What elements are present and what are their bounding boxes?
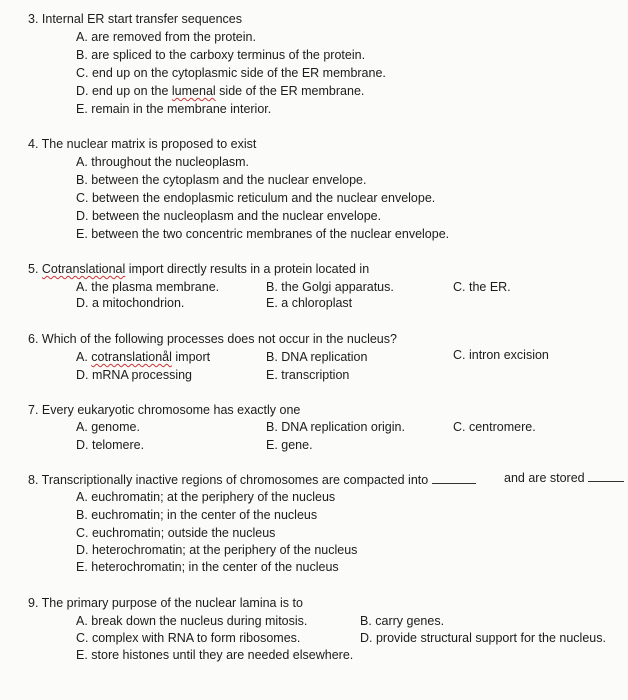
q5-option-c: C. the ER. <box>453 280 511 294</box>
q6-option-a-word: cotranslationål <box>91 350 172 364</box>
q7-stem: 7. Every eukaryotic chromosome has exactly one <box>28 403 301 417</box>
q8-stem-text: 8. Transcriptionally inactive regions of chromosomes are compacted into <box>28 473 429 487</box>
q9-stem: 9. The primary purpose of the nuclear lamina is to <box>28 596 303 610</box>
q7-option-e: E. gene. <box>266 438 313 452</box>
q3-option-d-post: side of the ER membrane. <box>215 84 365 98</box>
q3-option-d <box>76 84 364 98</box>
q4-option-e: E. between the two concentric membranes of the nuclear envelope. <box>76 227 450 241</box>
q5-stem-word: Cotranslational <box>41 262 126 276</box>
q7-option-a: A. genome. <box>76 420 140 434</box>
q6-option-b: B. DNA replication <box>266 350 368 364</box>
q8-option-a: A. euchromatin; at the periphery of the nucleus <box>76 490 336 504</box>
q3-option-b: B. are spliced to the carboxy terminus of the protein. <box>76 48 366 62</box>
q6-option-a-post: import <box>171 350 211 364</box>
q7-option-b: B. DNA replication origin. <box>266 420 405 434</box>
q8-stem-mid-text: and are stored <box>504 471 585 485</box>
q8-stem-mid <box>504 470 624 485</box>
q3-option-d-word: lumenal <box>171 84 216 98</box>
q8-option-e: E. heterochromatin; in the center of the nucleus <box>76 560 339 574</box>
q5-option-d: D. a mitochondrion. <box>76 296 185 310</box>
q4-option-b: B. between the cytoplasm and the nuclear envelope. <box>76 173 367 187</box>
q5-stem <box>28 262 369 276</box>
q4-option-d: D. between the nucleoplasm and the nuclear envelope. <box>76 209 382 223</box>
q3-option-d-pre: D. end up on the <box>76 84 172 98</box>
q8-option-d: D. heterochromatin; at the periphery of the nucleus <box>76 543 358 557</box>
q6-option-a <box>76 350 210 364</box>
q8-option-c: C. euchromatin; outside the nucleus <box>76 526 276 540</box>
q9-option-b: B. carry genes. <box>360 614 445 628</box>
q6-option-c: C. intron excision <box>453 348 549 362</box>
q9-option-a: A. break down the nucleus during mitosis. <box>76 614 308 628</box>
q5-stem-post: import directly results in a protein located in <box>125 262 370 276</box>
q7-option-c: C. centromere. <box>453 420 536 434</box>
q3-option-e: E. remain in the membrane interior. <box>76 102 272 116</box>
q4-option-c: C. between the endoplasmic reticulum and the nuclear envelope. <box>76 191 436 205</box>
q6-option-d: D. mRNA processing <box>76 368 193 382</box>
q8-option-b: B. euchromatin; in the center of the nucleus <box>76 508 318 522</box>
q5-option-b: B. the Golgi apparatus. <box>266 280 394 294</box>
q4-stem: 4. The nuclear matrix is proposed to exist <box>28 137 257 151</box>
q6-option-e: E. transcription <box>266 368 350 382</box>
q6-option-a-pre: A. <box>76 350 92 364</box>
q3-stem: 3. Internal ER start transfer sequences <box>28 12 242 26</box>
q9-option-d: D. provide structural support for the nucleus. <box>360 631 606 645</box>
q9-option-c: C. complex with RNA to form ribosomes. <box>76 631 301 645</box>
q4-option-a: A. throughout the nucleoplasm. <box>76 155 250 169</box>
q6-stem: 6. Which of the following processes does not occur in the nucleus? <box>28 332 397 346</box>
q8-blank-2[interactable] <box>588 470 624 482</box>
q7-option-d: D. telomere. <box>76 438 145 452</box>
q5-stem-pre: 5. <box>28 262 42 276</box>
q3-option-a: A. are removed from the protein. <box>76 30 256 44</box>
q8-stem <box>28 472 480 487</box>
q5-option-a: A. the plasma membrane. <box>76 280 220 294</box>
q5-option-e: E. a chloroplast <box>266 296 353 310</box>
q9-option-e: E. store histones until they are needed elsewhere. <box>76 648 354 662</box>
q8-blank-1[interactable] <box>432 472 476 484</box>
q3-option-c: C. end up on the cytoplasmic side of the ER membrane. <box>76 66 386 80</box>
